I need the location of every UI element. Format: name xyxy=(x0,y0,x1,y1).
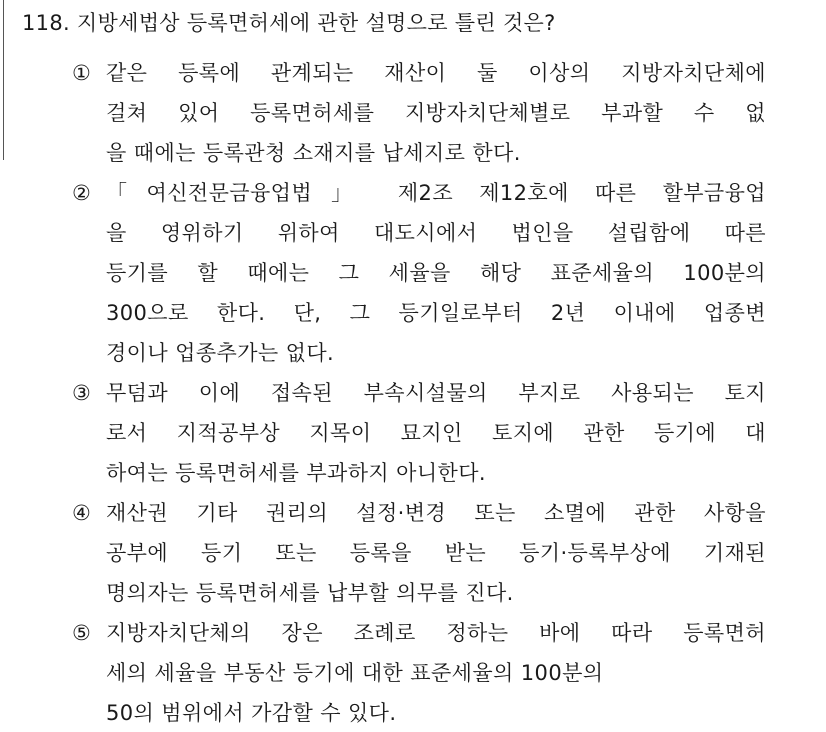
option-3-marker: ③ xyxy=(72,381,91,405)
margin-rule xyxy=(3,0,4,160)
question-title: 118. 지방세법상 등록면허세에 관한 설명으로 틀린 것은? xyxy=(22,11,556,35)
option-4-line-3: 명의자는 등록면허세를 납부할 의무를 진다. xyxy=(106,581,514,605)
option-2-line-3: 등기를 할 때에는 그 세율을 해당 표준세율의 100분의 xyxy=(106,261,766,285)
option-2-line-5: 경이나 업종추가는 없다. xyxy=(106,341,335,365)
option-4-line-1: 재산권 기타 권리의 설정·변경 또는 소멸에 관한 사항을 xyxy=(106,501,766,525)
option-1-line-3: 을 때에는 등록관청 소재지를 납세지로 한다. xyxy=(106,141,521,165)
option-5-line-3: 50의 범위에서 가감할 수 있다. xyxy=(106,701,397,725)
option-1-line-1: 같은 등록에 관계되는 재산이 둘 이상의 지방자치단체에 xyxy=(106,61,766,85)
option-1-marker: ① xyxy=(72,61,91,85)
option-3-line-3: 하여는 등록면허세를 부과하지 아니한다. xyxy=(106,461,486,485)
option-1-line-2: 걸쳐 있어 등록면허세를 지방자치단체별로 부과할 수 없 xyxy=(106,101,766,125)
option-3-line-2: 로서 지적공부상 지목이 묘지인 토지에 관한 등기에 대 xyxy=(106,421,766,445)
option-3-line-1: 무덤과 이에 접속된 부속시설물의 부지로 사용되는 토지 xyxy=(106,381,766,405)
option-2-line-1: 「여신전문금융업법」 제2조 제12호에 따른 할부금융업 xyxy=(106,181,766,205)
option-5-marker: ⑤ xyxy=(72,621,91,645)
option-2-line-2: 을 영위하기 위하여 대도시에서 법인을 설립함에 따른 xyxy=(106,221,766,245)
option-4-marker: ④ xyxy=(72,501,91,525)
option-4-line-2: 공부에 등기 또는 등록을 받는 등기·등록부상에 기재된 xyxy=(106,541,766,565)
option-5-line-2: 세의 세율을 부동산 등기에 대한 표준세율의 100분의 xyxy=(106,661,604,685)
option-5-line-1: 지방자치단체의 장은 조례로 정하는 바에 따라 등록면허 xyxy=(106,621,766,645)
option-2-marker: ② xyxy=(72,181,91,205)
option-2-line-4: 300으로 한다. 단, 그 등기일로부터 2년 이내에 업종변 xyxy=(106,301,766,325)
